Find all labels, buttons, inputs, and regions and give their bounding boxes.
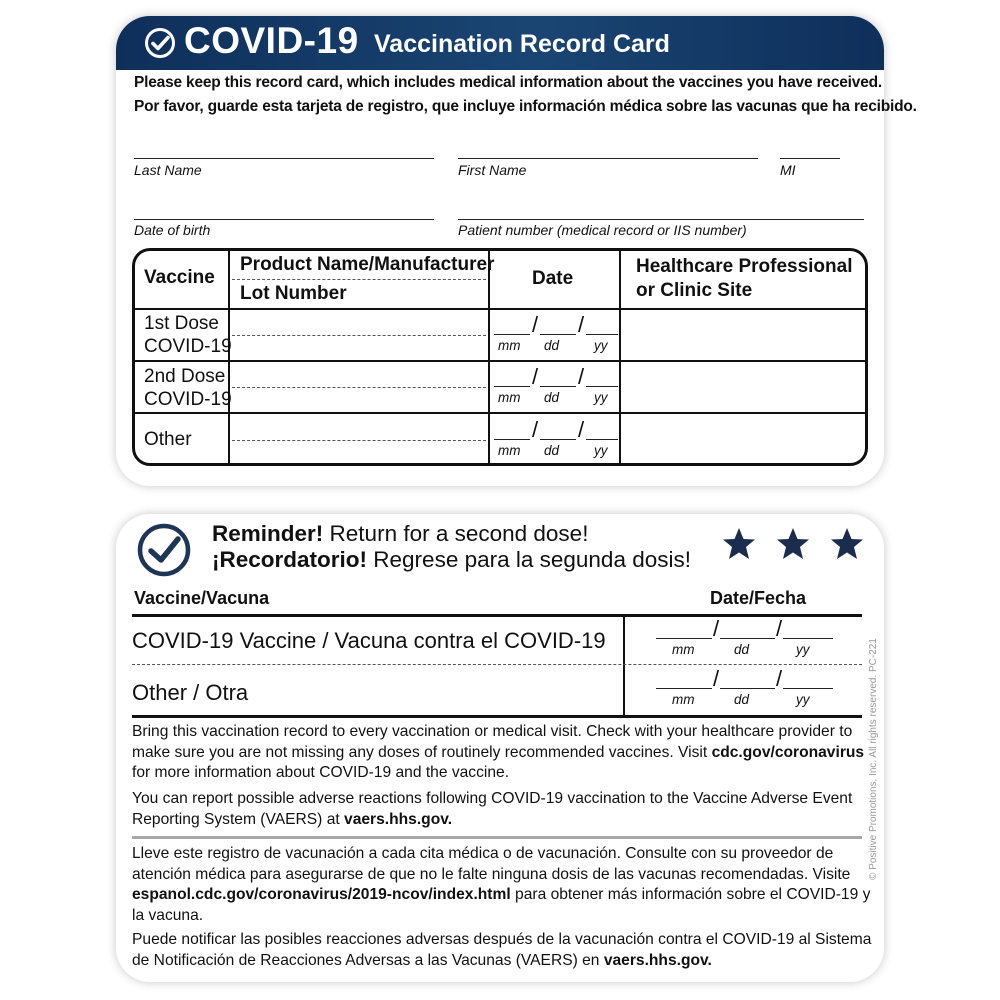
notice-english: Please keep this record card, which includes medical information about the vaccines you have received. (134, 74, 882, 91)
english-info-paragraph (132, 722, 872, 784)
date-entry[interactable]: / / mm dd yy (494, 419, 618, 459)
reminder-line (212, 521, 588, 547)
dob-label: Date of birth (134, 222, 211, 238)
english-info-text: for more information about COVID-19 and the vaccine. (132, 764, 510, 781)
col-product-header: Product Name/Manufacturer (240, 254, 495, 275)
date-entry[interactable]: / / mm dd yy (656, 668, 836, 708)
date-mm-label: mm (672, 692, 695, 707)
row-other-label: Other / Otra (132, 680, 249, 705)
table-col-divider (488, 249, 490, 465)
card-title-sub: Vaccination Record Card (374, 30, 670, 58)
star-icon (776, 527, 810, 561)
spanish-info-paragraph (132, 844, 872, 926)
reminder-text: Return for a second dose! (329, 521, 589, 546)
col-vaccine-vacuna: Vaccine/Vacuna (134, 588, 270, 608)
first-name-label: First Name (458, 162, 527, 178)
card-title-main: COVID-19 (184, 20, 359, 61)
table-row-divider (133, 412, 867, 414)
vaers-link-es[interactable]: vaers.hhs.gov. (603, 951, 712, 969)
spanish-info-text: Lleve este registro de vacunación a cada cita médica o de vacunación. Consulte con su proveedor de atención médica para asegurarse de que no le falte ninguna dosis de las vacunas recomendadas. Visite (132, 845, 851, 883)
check-circle-icon (136, 522, 192, 578)
product-lot-divider (232, 279, 486, 280)
col-provider-header: Healthcare Professional (636, 256, 853, 277)
dob-line[interactable] (134, 219, 434, 220)
spanish-vaers-paragraph (132, 930, 872, 971)
spanish-vaers-text: Puede notificar las posibles reacciones adversas después de la vacunación contra el COVID-19 al Sistema de Notificación de Reacciones Adversas a las Vacunas (VAERS) en (132, 931, 872, 969)
back-table-col-divider (623, 615, 625, 715)
date-yy-label: yy (594, 443, 608, 458)
patient-number-line[interactable] (458, 219, 864, 220)
mi-line[interactable] (780, 158, 840, 159)
table-row-divider (133, 360, 867, 362)
back-table-top (132, 614, 862, 617)
vaers-link[interactable]: vaers.hhs.gov. (344, 810, 453, 828)
date-mm-label: mm (498, 390, 521, 405)
col-vaccine-header: Vaccine (144, 267, 215, 288)
record-card-back (116, 514, 884, 982)
row-covid-vaccine-label: COVID-19 Vaccine / Vacuna contra el COVID-19 (132, 628, 606, 653)
spanish-info-text: para obtener más información sobre el COVID-19 y la vacuna. (132, 886, 871, 924)
table-col-divider (619, 249, 621, 465)
date-dd-label: dd (544, 443, 560, 458)
back-table-row-divider (132, 664, 862, 665)
date-yy-label: yy (796, 692, 810, 707)
star-icon (830, 527, 864, 561)
date-dd-label: dd (544, 390, 560, 405)
col-date-header: Date (532, 268, 574, 289)
col-date-fecha: Date/Fecha (710, 588, 807, 608)
date-dd-label: dd (734, 692, 750, 707)
reminder-bold: Reminder! (212, 521, 324, 546)
copyright-side-text: © Positive Promotions, Inc. All rights reserved. PC-221 (868, 638, 879, 880)
mi-label: MI (780, 162, 796, 178)
date-mm-label: mm (498, 338, 521, 353)
english-info-text: Bring this vaccination record to every vaccination or medical visit. Check with your healthcare provider to make sure you are not missing any doses of routinely recommended vaccines. Visit (132, 723, 853, 761)
date-entry[interactable]: / / mm dd yy (656, 618, 836, 658)
table-row-divider (133, 308, 867, 310)
english-vaers-paragraph (132, 789, 872, 830)
date-mm-label: mm (672, 642, 695, 657)
col-lot-header: Lot Number (240, 283, 347, 304)
recordatorio-bold: ¡Recordatorio! (212, 547, 368, 572)
product-lot-divider (232, 440, 486, 441)
date-dd-label: dd (544, 338, 560, 353)
date-yy-label: yy (594, 338, 608, 353)
row-other-label: Other (144, 429, 192, 450)
date-entry[interactable]: / / mm dd yy (494, 314, 618, 354)
recordatorio-line (212, 547, 691, 573)
last-name-label: Last Name (134, 162, 202, 178)
recordatorio-text: Regrese para la segunda dosis! (373, 547, 691, 572)
star-icon (722, 527, 756, 561)
cdc-link[interactable]: cdc.gov/coronavirus (711, 743, 865, 761)
row-second-dose-label: COVID-19 (144, 389, 232, 410)
espanol-cdc-link[interactable]: espanol.cdc.gov/coronavirus/2019-ncov/index.html (132, 886, 511, 903)
patient-number-label: Patient number (medical record or IIS number) (458, 222, 747, 238)
first-name-line[interactable] (458, 158, 758, 159)
date-yy-label: yy (796, 642, 810, 657)
row-first-dose-label: COVID-19 (144, 336, 232, 357)
row-first-dose-label: 1st Dose (144, 313, 219, 334)
product-lot-divider (232, 387, 486, 388)
check-circle-icon (144, 27, 176, 59)
date-yy-label: yy (594, 390, 608, 405)
last-name-line[interactable] (134, 158, 434, 159)
col-provider-header: or Clinic Site (636, 280, 753, 301)
row-second-dose-label: 2nd Dose (144, 366, 226, 387)
language-divider (132, 836, 862, 839)
date-entry[interactable]: / / mm dd yy (494, 366, 618, 406)
notice-spanish: Por favor, guarde esta tarjeta de registro, que incluye información médica sobre las vacunas que ha recibido. (134, 98, 917, 115)
english-vaers-text: You can report possible adverse reactions following COVID-19 vaccination to the Vaccine Adverse Event Reporting System (VAERS) at (132, 790, 853, 828)
date-mm-label: mm (498, 443, 521, 458)
record-card-front (116, 16, 917, 486)
back-table-bottom (132, 715, 862, 718)
date-dd-label: dd (734, 642, 750, 657)
product-lot-divider (232, 335, 486, 336)
